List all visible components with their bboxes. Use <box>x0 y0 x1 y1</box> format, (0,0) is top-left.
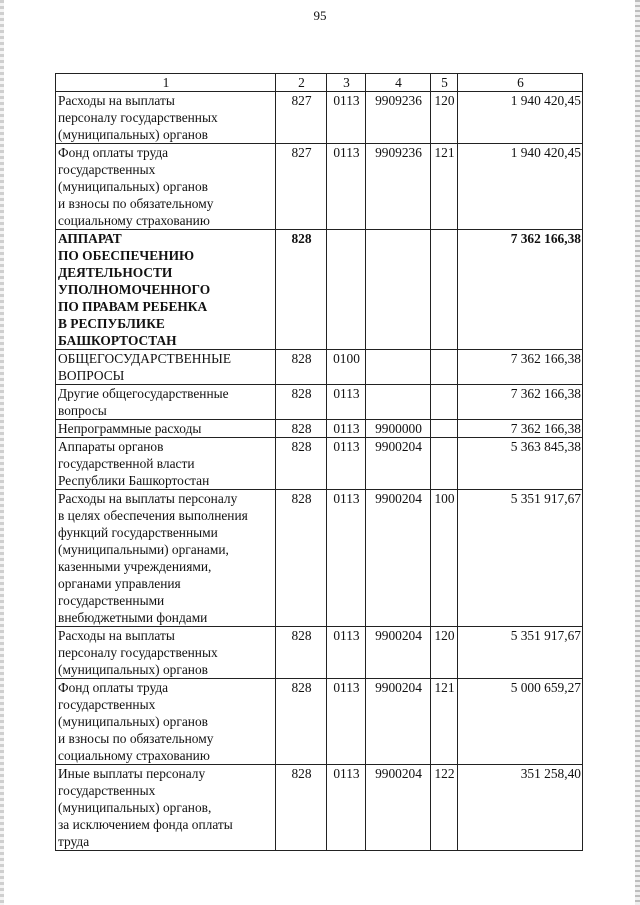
amount-cell: 5 351 917,67 <box>458 490 583 627</box>
header-cell-6: 6 <box>458 74 583 92</box>
ministry-code-cell: 827 <box>276 144 327 230</box>
row-name-line: ОБЩЕГОСУДАРСТВЕННЫЕ <box>58 351 232 366</box>
row-name-line: Непрограммные расходы <box>58 421 202 436</box>
target-article-cell: 9900204 <box>366 627 431 679</box>
row-name-line: государственными <box>58 593 165 608</box>
expense-type-cell: 121 <box>431 679 458 765</box>
target-article-cell: 9900204 <box>366 765 431 851</box>
row-name-line: персоналу государственных <box>58 110 218 125</box>
expense-type-cell <box>431 385 458 420</box>
row-name-cell <box>56 679 276 765</box>
row-name-line: государственной власти <box>58 456 195 471</box>
row-name-cell <box>56 230 276 350</box>
row-name-line: государственных <box>58 783 156 798</box>
row-name-line: Аппараты органов <box>58 439 164 454</box>
row-name-cell <box>56 490 276 627</box>
expense-type-cell <box>431 230 458 350</box>
header-cell-2: 2 <box>276 74 327 92</box>
ministry-code-cell: 828 <box>276 627 327 679</box>
expense-type-cell: 122 <box>431 765 458 851</box>
target-article-cell <box>366 230 431 350</box>
row-name-line: и взносы по обязательному <box>58 731 214 746</box>
amount-cell: 7 362 166,38 <box>458 385 583 420</box>
header-cell-4: 4 <box>366 74 431 92</box>
row-name-line: государственных <box>58 162 156 177</box>
amount-cell: 7 362 166,38 <box>458 420 583 438</box>
table-row <box>56 679 583 765</box>
ministry-code-cell: 827 <box>276 92 327 144</box>
amount-cell: 1 940 420,45 <box>458 144 583 230</box>
row-name-line: органами управления <box>58 576 181 591</box>
expense-type-cell: 120 <box>431 92 458 144</box>
row-name-line: и взносы по обязательному <box>58 196 214 211</box>
row-name-line: ДЕЯТЕЛЬНОСТИ <box>58 265 173 280</box>
ministry-code-cell: 828 <box>276 438 327 490</box>
row-name-cell <box>56 765 276 851</box>
row-name-line: ПО ПРАВАМ РЕБЕНКА <box>58 299 208 314</box>
target-article-cell: 9900204 <box>366 490 431 627</box>
section-code-cell: 0113 <box>327 438 366 490</box>
row-name-line: (муниципальных) органов, <box>58 800 212 815</box>
ministry-code-cell: 828 <box>276 679 327 765</box>
expense-type-cell <box>431 420 458 438</box>
section-code-cell: 0113 <box>327 92 366 144</box>
row-name-line: Расходы на выплаты <box>58 93 175 108</box>
expense-type-cell: 120 <box>431 627 458 679</box>
section-code-cell: 0113 <box>327 420 366 438</box>
row-name-line: (муниципальными) органами, <box>58 542 229 557</box>
expense-type-cell <box>431 438 458 490</box>
row-name-line: социальному страхованию <box>58 213 210 228</box>
row-name-line: Фонд оплаты труда <box>58 145 169 160</box>
row-name-line: внебюджетными фондами <box>58 610 208 625</box>
amount-cell: 5 363 845,38 <box>458 438 583 490</box>
page-number: 95 <box>313 8 327 23</box>
ministry-code-cell: 828 <box>276 350 327 385</box>
row-name-line: Фонд оплаты труда <box>58 680 169 695</box>
header-cell-3: 3 <box>327 74 366 92</box>
row-name-line: ПО ОБЕСПЕЧЕНИЮ <box>58 248 195 263</box>
section-code-cell: 0113 <box>327 144 366 230</box>
target-article-cell: 9900000 <box>366 420 431 438</box>
section-code-cell: 0100 <box>327 350 366 385</box>
row-name-line: за исключением фонда оплаты <box>58 817 233 832</box>
table-row <box>56 438 583 490</box>
row-name-line: персоналу государственных <box>58 645 218 660</box>
expense-type-cell: 121 <box>431 144 458 230</box>
section-code-cell: 0113 <box>327 385 366 420</box>
row-name-cell <box>56 438 276 490</box>
amount-cell: 7 362 166,38 <box>458 350 583 385</box>
table-row <box>56 144 583 230</box>
row-name-line: (муниципальных) органов <box>58 179 208 194</box>
table-row <box>56 765 583 851</box>
ministry-code-cell: 828 <box>276 765 327 851</box>
row-name-line: Другие общегосударственные <box>58 386 229 401</box>
section-code-cell: 0113 <box>327 679 366 765</box>
amount-cell: 7 362 166,38 <box>458 230 583 350</box>
row-name-cell <box>56 385 276 420</box>
row-name-cell <box>56 92 276 144</box>
row-name-line: казенными учреждениями, <box>58 559 212 574</box>
expense-type-cell <box>431 350 458 385</box>
row-name-line: (муниципальных) органов <box>58 714 208 729</box>
scan-edge-right <box>635 0 640 905</box>
header-cell-1: 1 <box>56 74 276 92</box>
row-name-cell <box>56 350 276 385</box>
section-code-cell <box>327 230 366 350</box>
amount-cell: 351 258,40 <box>458 765 583 851</box>
ministry-code-cell: 828 <box>276 420 327 438</box>
expense-type-cell: 100 <box>431 490 458 627</box>
budget-table <box>55 73 583 851</box>
ministry-code-cell: 828 <box>276 385 327 420</box>
table-row <box>56 92 583 144</box>
row-name-line: УПОЛНОМОЧЕННОГО <box>58 282 211 297</box>
table-row <box>56 230 583 350</box>
row-name-cell <box>56 420 276 438</box>
target-article-cell: 9909236 <box>366 92 431 144</box>
ministry-code-cell: 828 <box>276 230 327 350</box>
row-name-line: в целях обеспечения выполнения <box>58 508 248 523</box>
row-name-line: (муниципальных) органов <box>58 127 208 142</box>
target-article-cell: 9900204 <box>366 679 431 765</box>
row-name-line: функций государственными <box>58 525 218 540</box>
row-name-line: ВОПРОСЫ <box>58 368 125 383</box>
table-row <box>56 350 583 385</box>
row-name-line: Расходы на выплаты <box>58 628 175 643</box>
amount-cell: 1 940 420,45 <box>458 92 583 144</box>
table-row <box>56 490 583 627</box>
target-article-cell: 9909236 <box>366 144 431 230</box>
target-article-cell: 9900204 <box>366 438 431 490</box>
row-name-line: АППАРАТ <box>58 231 122 246</box>
table-row <box>56 420 583 438</box>
row-name-line: труда <box>58 834 90 849</box>
row-name-line: Расходы на выплаты персоналу <box>58 491 238 506</box>
row-name-line: В РЕСПУБЛИКЕ <box>58 316 165 331</box>
section-code-cell: 0113 <box>327 627 366 679</box>
amount-cell: 5 000 659,27 <box>458 679 583 765</box>
budget-table-body <box>56 74 583 851</box>
table-header-row <box>56 74 583 92</box>
row-name-line: вопросы <box>58 403 107 418</box>
row-name-line: (муниципальных) органов <box>58 662 208 677</box>
section-code-cell: 0113 <box>327 490 366 627</box>
row-name-line: государственных <box>58 697 156 712</box>
table-row <box>56 627 583 679</box>
row-name-line: Иные выплаты персоналу <box>58 766 206 781</box>
row-name-cell <box>56 144 276 230</box>
target-article-cell <box>366 385 431 420</box>
amount-cell: 5 351 917,67 <box>458 627 583 679</box>
table-row <box>56 385 583 420</box>
target-article-cell <box>366 350 431 385</box>
section-code-cell: 0113 <box>327 765 366 851</box>
ministry-code-cell: 828 <box>276 490 327 627</box>
row-name-line: Республики Башкортостан <box>58 473 210 488</box>
row-name-line: социальному страхованию <box>58 748 210 763</box>
header-cell-5: 5 <box>431 74 458 92</box>
row-name-cell <box>56 627 276 679</box>
row-name-line: БАШКОРТОСТАН <box>58 333 177 348</box>
scan-edge-left <box>0 0 4 905</box>
